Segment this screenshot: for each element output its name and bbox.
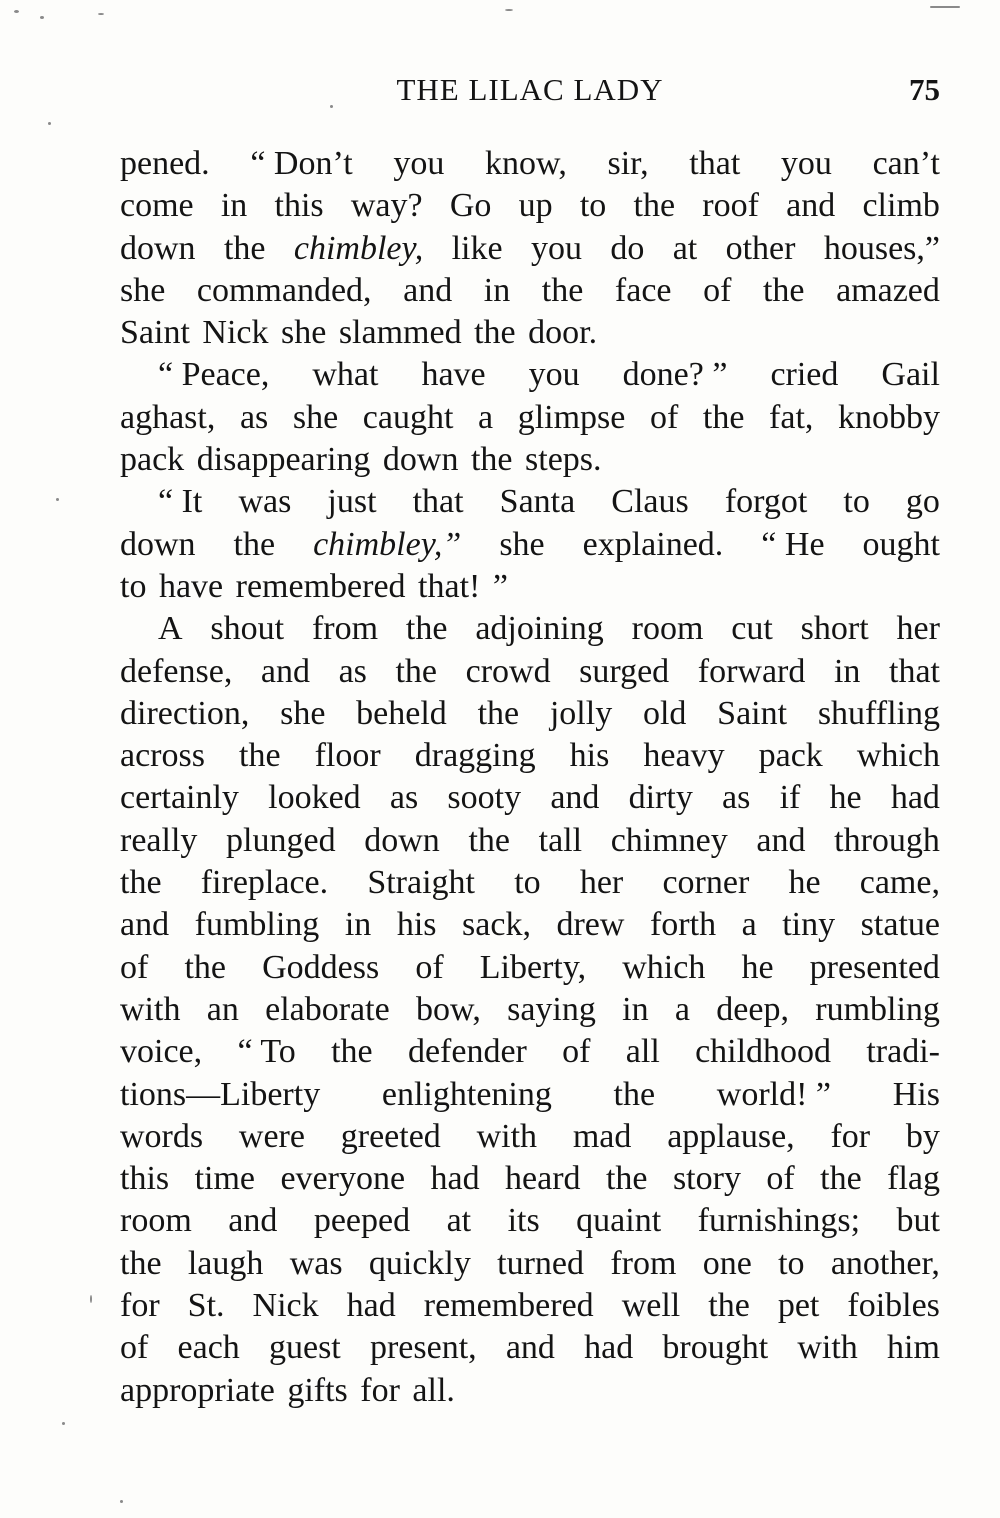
word: in [220, 187, 248, 225]
word: fireplace. [200, 864, 329, 902]
word: elaborate [265, 990, 390, 1028]
word: as [338, 652, 367, 690]
word: Goddess [262, 948, 380, 986]
word: come [120, 187, 194, 225]
text-line [120, 1200, 940, 1242]
word: each [177, 1329, 240, 1367]
text-line [120, 651, 940, 693]
word: like [451, 229, 503, 267]
word: the [708, 1287, 750, 1325]
word: sooty [447, 779, 522, 817]
word: the [702, 398, 745, 436]
word: Saint [120, 314, 190, 352]
word: turned [497, 1244, 585, 1282]
word: houses,” [823, 229, 940, 267]
word: peeped [313, 1202, 411, 1240]
word: the [477, 694, 520, 732]
word: across [120, 737, 205, 775]
word: pack [120, 441, 185, 479]
word: a [478, 398, 494, 436]
word: that [889, 652, 940, 690]
word: way? [350, 187, 423, 225]
word: and [260, 652, 310, 690]
word: to [120, 567, 147, 605]
word: Santa [499, 483, 576, 521]
word: glimpse [517, 398, 626, 436]
word: time [194, 1160, 255, 1198]
word: you [780, 145, 832, 182]
word: commanded, [196, 271, 372, 309]
word: he [829, 779, 862, 817]
word: saying [507, 990, 596, 1028]
word: remembered [235, 567, 406, 605]
word: brought [662, 1329, 769, 1367]
word: words [120, 1117, 204, 1155]
word: with [120, 990, 181, 1028]
word: explained. [582, 525, 724, 563]
word: had [430, 1160, 480, 1198]
text-line [120, 481, 940, 523]
word: crowd [465, 652, 551, 690]
word: heavy [643, 737, 725, 775]
text-line [120, 777, 940, 819]
word: laugh [187, 1244, 264, 1282]
word: the [395, 652, 438, 690]
word: the [120, 1244, 162, 1282]
word: surged [579, 652, 670, 690]
word: floor [314, 737, 381, 775]
word: and [550, 779, 600, 817]
word: chimney [610, 821, 728, 859]
word: steps. [525, 441, 602, 479]
word: applause, [667, 1117, 795, 1155]
word: her [896, 610, 940, 648]
word: had [584, 1329, 634, 1367]
word: quickly [368, 1244, 471, 1282]
word: this [120, 1160, 170, 1198]
word: done? ” [622, 356, 728, 394]
word: which [622, 948, 706, 986]
word: chimbley, [293, 229, 424, 267]
word: room [631, 610, 704, 648]
word: the [223, 229, 266, 267]
word: the [331, 1033, 373, 1071]
word: heard [505, 1160, 581, 1198]
text-line [120, 1370, 940, 1412]
word: forward [697, 652, 806, 690]
word: the [820, 1160, 862, 1198]
word: other [725, 229, 796, 267]
word: amazed [836, 271, 940, 309]
word: the [120, 864, 162, 902]
word: of [415, 948, 444, 986]
word: presented [809, 948, 940, 986]
word: of [120, 948, 149, 986]
word: defender [407, 1033, 527, 1071]
word: but [896, 1202, 940, 1240]
word: “ Peace, [158, 356, 270, 394]
text-line [120, 1243, 940, 1285]
word: do [610, 229, 645, 267]
word: Liberty, [479, 948, 587, 986]
word: climb [862, 187, 940, 225]
word: she [281, 314, 327, 352]
text-line [120, 1327, 940, 1369]
text-line [120, 820, 940, 862]
word: his [569, 737, 610, 775]
word: down [382, 441, 459, 479]
word: just [327, 483, 377, 521]
word: furnishings; [697, 1202, 861, 1240]
word: the [239, 737, 281, 775]
word: the [470, 441, 513, 479]
word: a [674, 990, 690, 1028]
body-text [120, 143, 940, 1412]
word: from [311, 610, 379, 648]
word: appropriate [120, 1371, 275, 1409]
paper-speck [505, 9, 513, 11]
word: her [579, 864, 624, 902]
word: old [642, 694, 687, 732]
word: shout [210, 610, 285, 648]
text-line [120, 989, 940, 1031]
word: as [239, 398, 269, 436]
word: you [528, 356, 580, 394]
word: tall [538, 821, 583, 859]
word: another, [830, 1244, 940, 1282]
word: chimbley,” [313, 525, 462, 563]
word: Claus [611, 483, 689, 521]
word: go [905, 483, 940, 521]
text-line [120, 862, 940, 904]
word: Go [449, 187, 492, 225]
text-line [120, 735, 940, 777]
word: jolly [549, 694, 613, 732]
word: in [833, 652, 861, 690]
word: face [614, 271, 672, 309]
word: shuffling [817, 694, 940, 732]
word: the [541, 271, 584, 309]
word: through [834, 821, 940, 859]
word: the [233, 525, 276, 563]
word: sack, [462, 906, 531, 944]
word: up [518, 187, 553, 225]
paper-speck [120, 1500, 123, 1503]
word: with [797, 1329, 858, 1367]
word: to [778, 1244, 805, 1282]
word: came, [859, 864, 940, 902]
word: all [625, 1033, 660, 1071]
text-line [120, 312, 940, 354]
running-head [120, 72, 940, 112]
word: down [120, 229, 196, 267]
text-line [120, 397, 940, 439]
word: mad [572, 1117, 632, 1155]
word: remembered [423, 1287, 594, 1325]
word: if [779, 779, 801, 817]
word: greeted [340, 1117, 441, 1155]
word: drew [556, 906, 625, 944]
word: adjoining [475, 610, 604, 648]
word: Straight [367, 864, 475, 902]
text-line [120, 566, 940, 608]
text-line [120, 270, 940, 312]
word: forth [649, 906, 717, 944]
word: world! ” [716, 1075, 832, 1113]
word: bow, [415, 990, 481, 1028]
word: forgot [724, 483, 808, 521]
word: “ To [237, 1033, 296, 1071]
word: pened. [120, 145, 210, 182]
word: the [184, 948, 226, 986]
word: his [396, 906, 437, 944]
text-line [120, 693, 940, 735]
word: for [830, 1117, 871, 1155]
word: were [238, 1117, 305, 1155]
word: slammed [338, 314, 462, 352]
word: for [120, 1287, 160, 1325]
word: the [613, 1075, 656, 1113]
word: the [405, 610, 448, 648]
word: have [158, 567, 224, 605]
word: deep, [716, 990, 789, 1028]
word: as [389, 779, 419, 817]
paper-speck [14, 10, 19, 13]
word: from [610, 1244, 677, 1282]
word: and [786, 187, 836, 225]
word: of [120, 1329, 149, 1367]
word: she [292, 398, 339, 436]
text-line [120, 947, 940, 989]
word: rumbling [815, 990, 940, 1028]
word: dragging [414, 737, 536, 775]
word: statue [860, 906, 940, 944]
text-line [120, 143, 940, 185]
word: one [702, 1244, 752, 1282]
word: “ Don’t [250, 145, 353, 182]
word: in [483, 271, 511, 309]
running-title: THE LILAC LADY [396, 72, 664, 107]
word: defense, [120, 652, 233, 690]
text-line [120, 1158, 940, 1200]
text-line [120, 1116, 940, 1158]
word: with [476, 1117, 538, 1155]
text-line [120, 904, 940, 946]
word: all. [412, 1371, 455, 1409]
word: which [856, 737, 940, 775]
word: tiny [782, 906, 836, 944]
word: to [843, 483, 870, 521]
paper-speck [930, 6, 960, 8]
word: looked [268, 779, 361, 817]
word: him [887, 1329, 940, 1367]
word: of [766, 1160, 795, 1198]
word: what [312, 356, 379, 394]
word: have [421, 356, 486, 394]
word: that [412, 483, 464, 521]
word: was [289, 1244, 343, 1282]
word: “ It [158, 483, 203, 521]
word: had [346, 1287, 396, 1325]
word: fat, [769, 398, 814, 436]
word: pack [758, 737, 823, 775]
word: quaint [576, 1202, 662, 1240]
word: and [228, 1202, 278, 1240]
word: know, [484, 145, 567, 182]
word: really [120, 821, 198, 859]
word: can’t [872, 145, 940, 182]
word: present, [369, 1329, 477, 1367]
word: that! ” [418, 567, 508, 605]
paper-speck [98, 13, 104, 15]
word: guest [268, 1329, 341, 1367]
word: you [393, 145, 445, 182]
word: “ He [761, 525, 825, 563]
word: the [633, 187, 676, 225]
word: she [280, 694, 326, 732]
word: foibles [847, 1287, 940, 1325]
word: dirty [628, 779, 693, 817]
word: a [741, 906, 757, 944]
word: at [672, 229, 698, 267]
word: childhood [695, 1033, 832, 1071]
word: to [579, 187, 607, 225]
text-line [120, 439, 940, 481]
word: he [741, 948, 774, 986]
word: cut [731, 610, 773, 648]
word: its [507, 1202, 540, 1240]
word: down [364, 821, 440, 859]
word: flag [887, 1160, 940, 1198]
word: pet [777, 1287, 820, 1325]
word: St. [187, 1287, 225, 1325]
word: and [756, 821, 806, 859]
word: she [120, 271, 166, 309]
word: story [672, 1160, 741, 1198]
word: of [703, 271, 732, 309]
word: the [605, 1160, 648, 1198]
word: A [158, 610, 183, 648]
word: to [514, 864, 541, 902]
word: in [622, 990, 649, 1028]
word: he [788, 864, 821, 902]
text-line [120, 608, 940, 650]
text-line [120, 228, 940, 270]
word: voice, [120, 1033, 203, 1071]
word: Saint [717, 694, 788, 732]
word: had [890, 779, 940, 817]
text-line [120, 524, 940, 566]
word: Nick [252, 1287, 319, 1325]
word: at [446, 1202, 472, 1240]
text-line [120, 1074, 940, 1116]
word: was [238, 483, 292, 521]
word: direction, [120, 694, 250, 732]
word: door. [528, 314, 598, 352]
word: Gail [881, 356, 940, 394]
word: an [206, 990, 239, 1028]
word: everyone [280, 1160, 406, 1198]
word: you [530, 229, 582, 267]
word: certainly [120, 779, 239, 817]
word: by [905, 1117, 940, 1155]
word: cried [770, 356, 839, 394]
word: and [120, 906, 170, 944]
word: she [499, 525, 545, 563]
text-line [120, 185, 940, 227]
word: the [468, 821, 510, 859]
paper-speck [48, 122, 51, 125]
page-number: 75 [909, 72, 940, 107]
word: His [892, 1075, 940, 1113]
word: aghast, [120, 398, 216, 436]
word: for [360, 1371, 400, 1409]
word: and [403, 271, 453, 309]
word: plunged [226, 821, 336, 859]
word: caught [362, 398, 454, 436]
text-line [120, 1285, 940, 1327]
word: Nick [202, 314, 269, 352]
word: this [274, 187, 324, 225]
word: gifts [287, 1371, 348, 1409]
word: room [120, 1202, 192, 1240]
word: enlightening [381, 1075, 552, 1113]
word: corner [662, 864, 750, 902]
word: the [474, 314, 516, 352]
word: tions—Liberty [120, 1075, 321, 1113]
word: short [800, 610, 869, 648]
text-line [120, 1031, 940, 1073]
word: well [621, 1287, 681, 1325]
word: down [120, 525, 196, 563]
paper-speck [56, 498, 59, 501]
paper-speck [62, 1422, 65, 1425]
word: roof [702, 187, 759, 225]
text-line [120, 354, 940, 396]
word: that [689, 145, 741, 182]
word: knobby [838, 398, 940, 436]
word: tradi- [866, 1033, 940, 1071]
word: and [505, 1329, 555, 1367]
word: of [562, 1033, 591, 1071]
word: of [649, 398, 679, 436]
word: fumbling [194, 906, 320, 944]
word: the [762, 271, 805, 309]
word: beheld [356, 694, 447, 732]
paper-speck [40, 16, 44, 19]
word: disappearing [196, 441, 371, 479]
word: sir, [607, 145, 649, 182]
paper-speck [90, 1295, 92, 1303]
word: as [722, 779, 751, 817]
word: ought [862, 525, 940, 563]
word: in [344, 906, 372, 944]
